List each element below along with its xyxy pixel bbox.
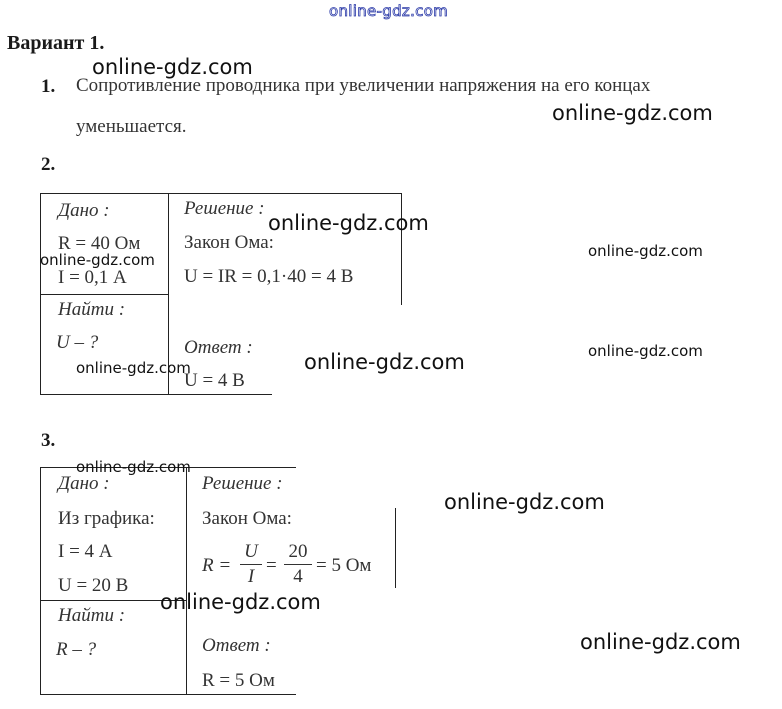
watermark-top: online-gdz.com — [329, 2, 449, 20]
fraction-numerator: U — [244, 541, 258, 562]
find-value: R – ? — [56, 639, 97, 660]
watermark: online-gdz.com — [444, 490, 605, 514]
table-border — [40, 694, 296, 695]
formula-equals: = — [266, 555, 277, 576]
question-1-text-line1: Сопротивление проводника при увеличении напряжения на его концах — [76, 75, 651, 96]
given-value: Из графика: — [58, 508, 155, 529]
solution-label: Решение : — [202, 473, 283, 494]
fraction-numerator: 20 — [288, 541, 308, 562]
fraction-bar — [284, 564, 312, 565]
table-border — [40, 467, 41, 695]
fraction-bar — [240, 564, 262, 565]
fraction-denominator: 4 — [293, 566, 303, 588]
page-title: Вариант 1. — [7, 32, 105, 54]
question-1-text-line2: уменьшается. — [76, 116, 187, 137]
given-value: U = 20 В — [58, 575, 129, 596]
answer-label: Ответ : — [184, 337, 253, 358]
formula-lhs: R = — [202, 555, 232, 576]
table-divider — [40, 294, 168, 295]
table-border — [395, 508, 396, 588]
watermark: online-gdz.com — [588, 242, 703, 260]
given-label: Дано : — [58, 473, 110, 494]
watermark: online-gdz.com — [76, 359, 191, 377]
watermark: online-gdz.com — [552, 101, 713, 125]
fraction-denominator: I — [247, 566, 255, 588]
watermark: online-gdz.com — [580, 630, 741, 654]
law-label: Закон Ома: — [184, 232, 274, 253]
question-3-number: 3. — [41, 430, 56, 451]
find-value: U – ? — [56, 332, 99, 353]
watermark: online-gdz.com — [268, 211, 429, 235]
answer-value: U = 4 В — [184, 370, 245, 391]
watermark: online-gdz.com — [304, 350, 465, 374]
fraction — [284, 541, 312, 588]
table-divider — [186, 467, 187, 695]
question-2-number: 2. — [41, 154, 56, 175]
fraction — [240, 541, 262, 588]
table-border — [40, 394, 272, 395]
law-label: Закон Ома: — [202, 508, 292, 529]
watermark: online-gdz.com — [160, 590, 321, 614]
solution-label: Решение : — [184, 198, 265, 219]
table-border — [401, 193, 402, 305]
watermark: online-gdz.com — [40, 251, 155, 269]
given-value: I = 0,1 А — [58, 267, 127, 288]
table-border — [40, 193, 402, 194]
find-label: Найти : — [58, 605, 126, 626]
answer-label: Ответ : — [202, 635, 271, 656]
watermark: online-gdz.com — [76, 458, 191, 476]
question-1-number: 1. — [41, 76, 56, 97]
given-label: Дано : — [58, 200, 110, 221]
given-value: R = 40 Ом — [58, 233, 141, 254]
formula-rhs: = 5 Ом — [316, 555, 372, 576]
given-value: I = 4 А — [58, 541, 113, 562]
watermark: online-gdz.com — [92, 55, 253, 79]
answer-value: R = 5 Ом — [202, 670, 275, 691]
watermark: online-gdz.com — [588, 342, 703, 360]
solution-formula: U = IR = 0,1·40 = 4 В — [184, 266, 354, 287]
find-label: Найти : — [58, 299, 126, 320]
